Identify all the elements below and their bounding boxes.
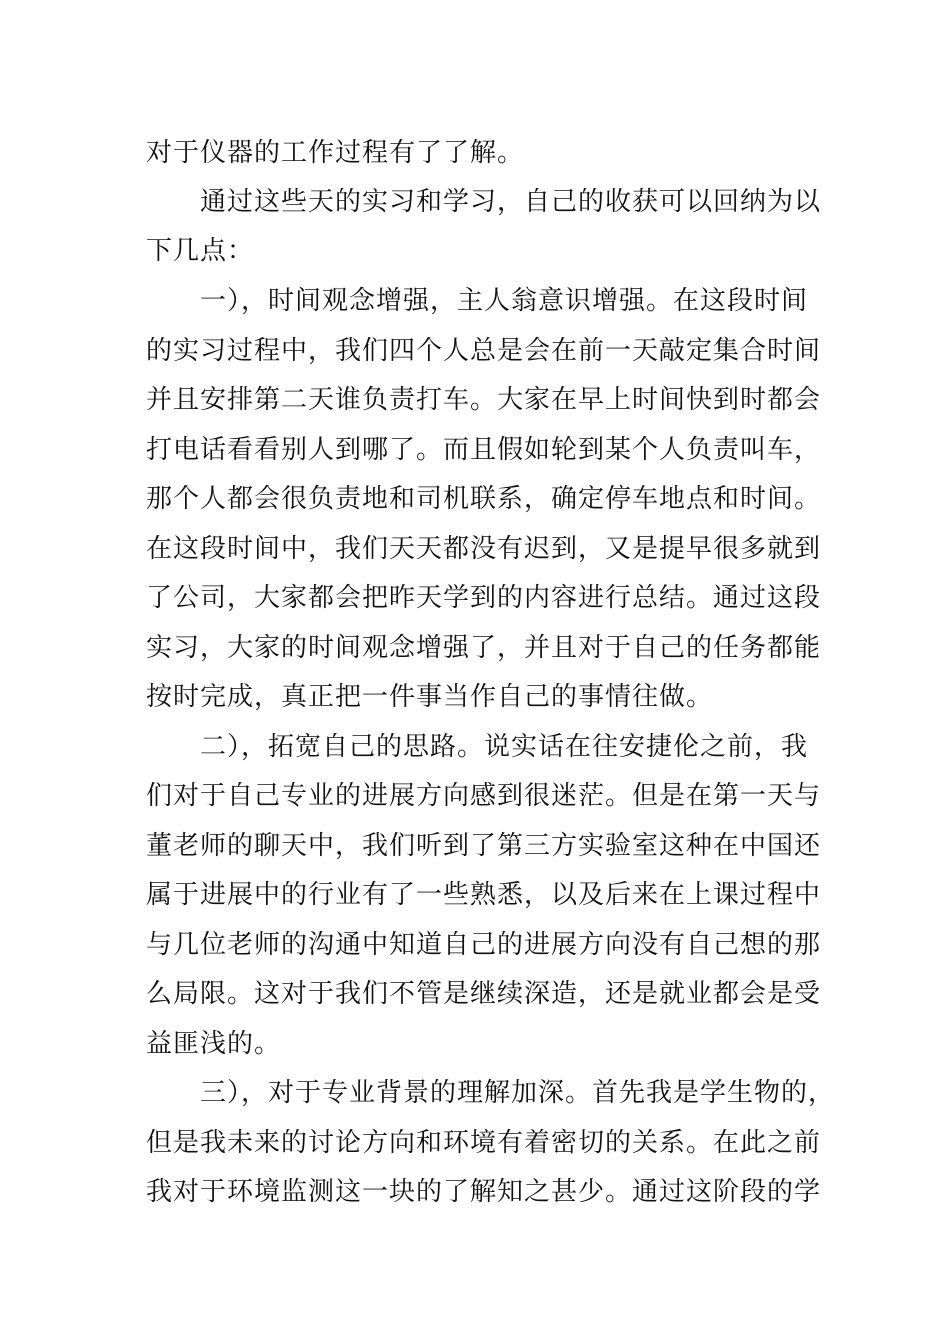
text-line: 益匪浅的。 <box>146 1029 282 1059</box>
text-line: 打电话看看别人到哪了。而且假如轮到某个人负责叫车， <box>146 435 822 465</box>
text-line: 了公司，大家都会把昨天学到的内容进行总结。通过这段 <box>146 583 822 613</box>
text-line: 那个人都会很负责地和司机联系，确定停车地点和时间。 <box>146 484 822 514</box>
text-line: 按时完成，真正把一件事当作自己的事情往做。 <box>146 682 714 712</box>
text-line: 下几点： <box>146 236 255 266</box>
text-line: 但是我未来的讨论方向和环境有着密切的关系。在此之前 <box>146 1128 822 1158</box>
text-line: 么局限。这对于我们不管是继续深造，还是就业都会是受 <box>146 979 822 1009</box>
text-line: 董老师的聊天中，我们听到了第三方实验室这种在中国还 <box>146 831 822 861</box>
text-line: 对于仪器的工作过程有了了解。 <box>146 138 525 168</box>
text-line: 们对于自己专业的进展方向感到很迷茫。但是在第一天与 <box>146 781 822 811</box>
text-line: 实习，大家的时间观念增强了，并且对于自己的任务都能 <box>146 633 822 663</box>
text-line: 我对于环境监测这一块的了解知之甚少。通过这阶段的学 <box>146 1177 822 1207</box>
text-line: 属于进展中的行业有了一些熟悉，以及后来在上课过程中 <box>146 880 822 910</box>
text-line: 在这段时间中，我们天天都没有迟到，又是提早很多就到 <box>146 534 822 564</box>
text-line: 通过这些天的实习和学习，自己的收获可以回纳为以 <box>146 187 822 217</box>
text-line: 二），拓宽自己的思路。说实话在往安捷伦之前，我 <box>146 732 809 762</box>
text-line: 三），对于专业背景的理解加深。首先我是学生物的， <box>146 1078 836 1108</box>
text-line: 并且安排第二天谁负责打车。大家在早上时间快到时都会 <box>146 385 822 415</box>
text-line: 的实习过程中，我们四个人总是会在前一天敲定集合时间 <box>146 336 822 366</box>
text-line: 与几位老师的沟通中知道自己的进展方向没有自己想的那 <box>146 930 822 960</box>
text-line: 一），时间观念增强，主人翁意识增强。在这段时间 <box>146 286 809 316</box>
